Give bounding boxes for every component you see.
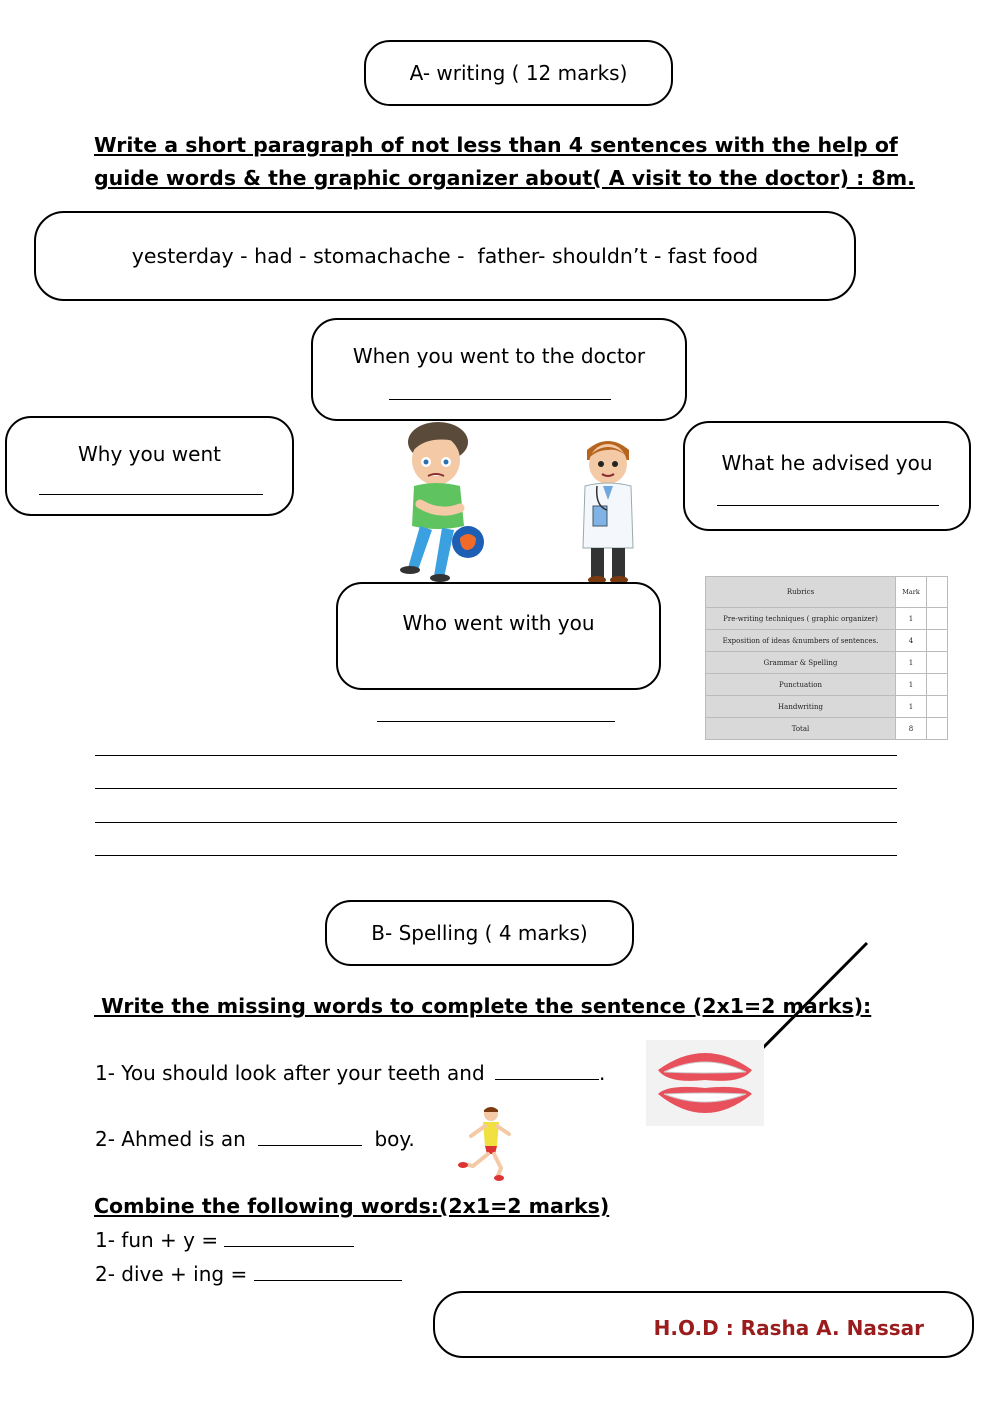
empty-cell — [927, 718, 948, 740]
combine-q1 — [95, 1228, 354, 1252]
section-b-title-box — [325, 900, 634, 966]
spelling-q2 — [95, 1127, 415, 1151]
mark-header: Mark — [896, 577, 927, 608]
rubric-mark: 1 — [896, 674, 927, 696]
empty-cell — [927, 608, 948, 630]
rubric-row — [706, 652, 948, 674]
rubric-row — [706, 630, 948, 652]
rubric-mark: 1 — [896, 696, 927, 718]
spelling-instruction: Write the missing words to complete the sentence (2x1=2 marks): — [94, 994, 872, 1018]
rubric-row — [706, 718, 948, 740]
guide-words-box — [34, 211, 856, 301]
instruction-line-2: guide words & the graphic organizer about( A visit to the doctor) : 8m. — [94, 166, 915, 190]
answer-blank[interactable] — [495, 1079, 599, 1080]
organizer-when-box — [311, 318, 687, 421]
rubric-mark: 8 — [896, 718, 927, 740]
runner-illustration — [457, 1104, 521, 1182]
writing-line — [95, 788, 897, 789]
combine-q2 — [95, 1262, 402, 1286]
teeth-illustration — [646, 1040, 764, 1126]
rubric-label: Pre-writing techniques ( graphic organizer) — [706, 608, 896, 630]
section-a-title: A- writing ( 12 marks) — [409, 61, 628, 85]
rubric-label: Punctuation — [706, 674, 896, 696]
section-b-title: B- Spelling ( 4 marks) — [371, 921, 588, 945]
doctor-illustration — [577, 436, 639, 584]
rubric-label: Exposition of ideas &numbers of sentences. — [706, 630, 896, 652]
writing-line — [95, 855, 897, 856]
spelling-q2-text: 2- Ahmed is an — [95, 1127, 246, 1151]
rubric-label: Handwriting — [706, 696, 896, 718]
spelling-q2-end: boy. — [374, 1127, 415, 1151]
organizer-advice-label: What he advised you — [721, 451, 933, 475]
spelling-q1 — [95, 1061, 605, 1085]
combine-title: Combine the following words:(2x1=2 marks) — [94, 1194, 610, 1218]
rubric-label: Grammar & Spelling — [706, 652, 896, 674]
rubrics-table — [705, 576, 948, 740]
rubrics-header-row — [706, 577, 948, 608]
empty-cell — [927, 674, 948, 696]
answer-blank[interactable] — [254, 1280, 402, 1281]
empty-cell — [927, 696, 948, 718]
combine-q2-text: 2- dive + ing = — [95, 1262, 254, 1286]
writing-line — [95, 822, 897, 823]
hod-name: H.O.D : Rasha A. Nassar — [653, 1316, 924, 1340]
hod-box — [433, 1291, 974, 1358]
section-a-title-box — [364, 40, 673, 106]
rubric-row — [706, 696, 948, 718]
rubrics-header: Rubrics — [706, 577, 896, 608]
answer-line — [39, 494, 263, 495]
spelling-q1-end: . — [599, 1061, 606, 1085]
sick-boy-illustration — [390, 420, 500, 585]
organizer-who-box — [336, 582, 661, 690]
organizer-who-label: Who went with you — [402, 611, 595, 635]
instruction-line-1: Write a short paragraph of not less than 4 sentences with the help of — [94, 133, 898, 157]
organizer-advice-box — [683, 421, 971, 531]
writing-line — [95, 755, 897, 756]
rubric-row — [706, 674, 948, 696]
rubric-mark: 4 — [896, 630, 927, 652]
rubric-row — [706, 608, 948, 630]
empty-cell — [927, 630, 948, 652]
empty-cell — [927, 577, 948, 608]
spelling-q1-text: 1- You should look after your teeth and — [95, 1061, 485, 1085]
organizer-when-label: When you went to the doctor — [352, 344, 646, 368]
answer-line — [389, 399, 611, 400]
answer-blank[interactable] — [258, 1145, 362, 1146]
organizer-why-label: Why you went — [78, 442, 221, 466]
combine-q1-text: 1- fun + y = — [95, 1228, 225, 1252]
rubric-label: Total — [706, 718, 896, 740]
organizer-why-box — [5, 416, 294, 516]
answer-blank[interactable] — [224, 1246, 354, 1247]
answer-line — [717, 505, 939, 506]
guide-words: yesterday - had - stomachache - father- shouldn’t - fast food — [131, 244, 759, 268]
rubric-mark: 1 — [896, 608, 927, 630]
answer-line — [377, 721, 615, 722]
empty-cell — [927, 652, 948, 674]
rubric-mark: 1 — [896, 652, 927, 674]
